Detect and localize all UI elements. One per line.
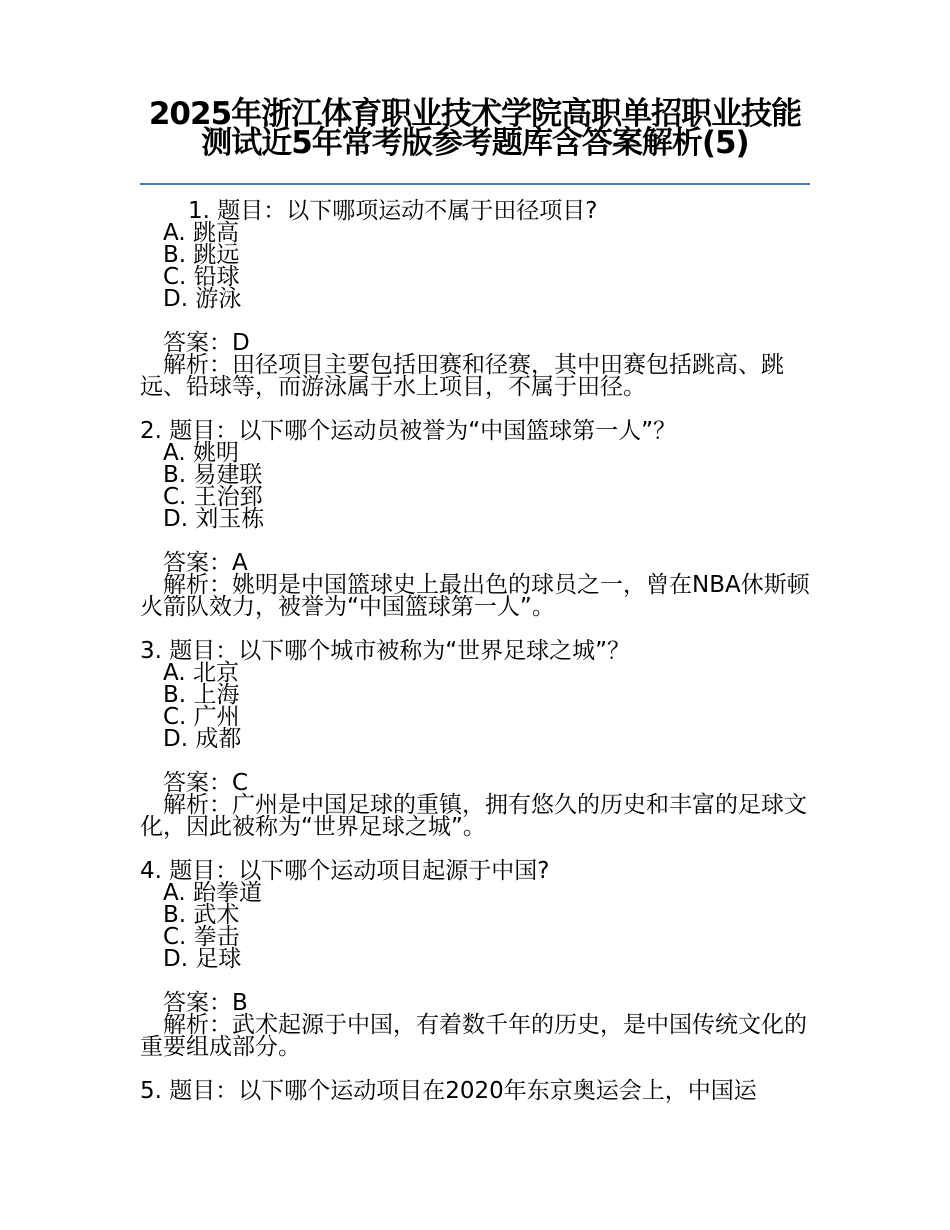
option-c: C. 王治郅 [163, 484, 263, 510]
question-title: 1. 题目：以下哪项运动不属于田径项目? [188, 198, 598, 224]
question-title: 4. 题目：以下哪个运动项目起源于中国? [140, 858, 550, 884]
question-item [140, 1080, 812, 1102]
question-list [140, 200, 812, 1102]
answer-line: 答案：B [163, 990, 248, 1016]
option-c: C. 拳击 [163, 924, 240, 950]
option-a: A. 北京 [163, 660, 239, 686]
option-b: B. 跳远 [163, 242, 240, 268]
answer-line: 答案：C [163, 770, 249, 796]
title-divider [140, 183, 810, 185]
option-d: D. 足球 [163, 946, 242, 972]
option-d: D. 成都 [163, 726, 242, 752]
option-b: B. 上海 [163, 682, 240, 708]
option-b: B. 武术 [163, 902, 240, 928]
option-b: B. 易建联 [163, 462, 263, 488]
option-a: A. 跆拳道 [163, 880, 262, 906]
option-c: C. 广州 [163, 704, 240, 730]
question-item [140, 420, 812, 618]
question-item [140, 200, 812, 398]
option-c: C. 铅球 [163, 264, 240, 290]
answer-line: 答案：D [163, 330, 250, 356]
option-d: D. 游泳 [163, 286, 242, 312]
explanation: 解析：武术起源于中国，有着数千年的历史，是中国传统文化的重要组成部分。 [140, 1012, 807, 1060]
question-item [140, 640, 812, 838]
option-d: D. 刘玉栋 [163, 506, 265, 532]
question-title: 2. 题目：以下哪个运动员被誉为“中国篮球第一人”？ [140, 418, 677, 444]
explanation: 解析：广州是中国足球的重镇，拥有悠久的历史和丰富的足球文化，因此被称为“世界足球之城”。 [140, 792, 807, 840]
explanation: 解析：姚明是中国篮球史上最出色的球员之一，曾在NBA休斯顿火箭队效力，被誉为“中国篮球第一人”。 [140, 572, 810, 620]
explanation: 解析：田径项目主要包括田赛和径赛，其中田赛包括跳高、跳远、铅球等，而游泳属于水上项目，不属于田径。 [140, 352, 784, 400]
option-a: A. 姚明 [163, 440, 239, 466]
answer-line: 答案：A [163, 550, 248, 576]
question-title: 5. 题目：以下哪个运动项目在2020年东京奥运会上，中国运 [140, 1078, 757, 1104]
option-a: A. 跳高 [163, 220, 239, 246]
page-title: 2025年浙江体育职业技术学院高职单招职业技能测试近5年常考版参考题库含答案解析(5) [148, 96, 802, 161]
question-item [140, 860, 812, 1058]
question-title: 3. 题目：以下哪个城市被称为“世界足球之城”？ [140, 638, 631, 664]
